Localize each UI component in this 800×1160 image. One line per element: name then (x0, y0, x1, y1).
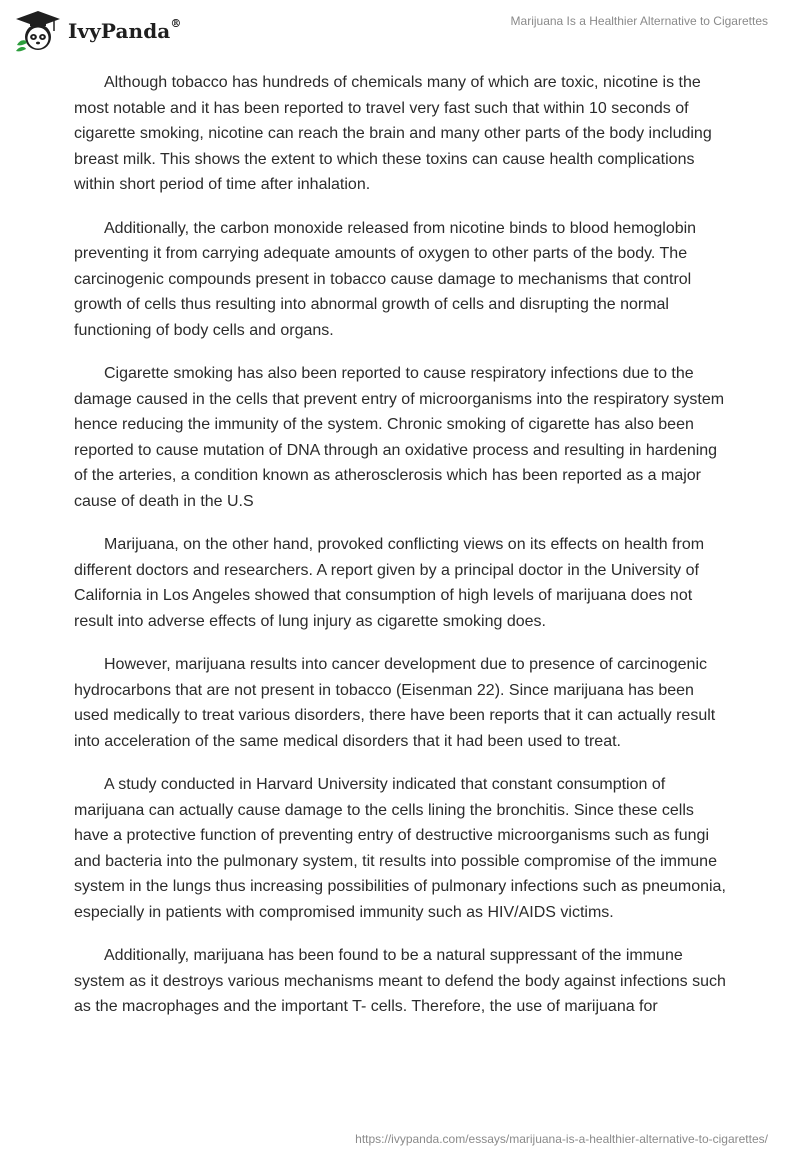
paragraph: Cigarette smoking has also been reported to cause respiratory infections due to the damage caused in the cells that prevent entry of microorganisms into the respiratory system hence reducing the immunity of the system. Chronic smoking of cigarette has also been reported to cause mutation of DNA through an oxidative process and resulting in hardening of the arteries, a condition known as atherosclerosis which has been reported as a major cause of death in the U.S (74, 365, 725, 510)
essay-body (74, 70, 726, 1038)
paragraph: However, marijuana results into cancer development due to presence of carcinogenic hydrocarbons that are not present in tobacco (Eisenman 22). Since marijuana has been used medically to treat various disorders, there have been reports that it can actually result into acceleration of the same medical disorders that it had been used to treat. (74, 656, 716, 750)
paragraph: A study conducted in Harvard University indicated that constant consumption of marijuana can actually cause damage to the cells lining the bronchitis. Since these cells have a protective function of preventing entry of destructive microorganisms such as fungi and bacteria into the pulmonary system, tit results into possible compromise of the immune system in the lungs thus increasing possibilities of pulmonary infections such as pneumonia, especially in patients with compromised immunity such as HIV/AIDS victims. (74, 776, 726, 921)
brand-name: IvyPanda® (68, 17, 182, 43)
document-title: Marijuana Is a Healthier Alternative to Cigarettes (510, 14, 768, 28)
panda-graduate-icon (14, 9, 62, 53)
paragraph: Additionally, the carbon monoxide released from nicotine binds to blood hemoglobin preventing it from carrying adequate amounts of oxygen to other parts of the body. The carcinogenic compounds present in tobacco cause damage to mechanisms that control growth of cells thus resulting into abnormal growth of cells and disrupting the normal functioning of body cells and organs. (74, 219, 697, 339)
ivypanda-logo[interactable] (14, 8, 181, 54)
paragraph: Additionally, marijuana has been found to be a natural suppressant of the immune system as it destroys various mechanisms meant to defend the body against infections such as the macrophages and the important T- cells. Therefore, the use of marijuana for (74, 947, 726, 1015)
paragraph: Although tobacco has hundreds of chemicals many of which are toxic, nicotine is the most notable and it has been reported to travel very fast such that within 10 seconds of cigarette smoking, nicotine can reach the brain and many other parts of the body including breast milk. This shows the extent to which these toxins can cause health complications within short period of time after inhalation. (74, 74, 712, 193)
page-header (0, 0, 800, 60)
registered-mark: ® (170, 17, 182, 30)
source-url-link[interactable]: https://ivypanda.com/essays/marijuana-is-a-healthier-alternative-to-cigarettes/ (355, 1132, 768, 1146)
paragraph: Marijuana, on the other hand, provoked conflicting views on its effects on health from different doctors and researchers. A report given by a principal doctor in the University of California in Los Angeles showed that consumption of high levels of marijuana does not result into adverse effects of lung injury as cigarette smoking does. (74, 536, 705, 630)
